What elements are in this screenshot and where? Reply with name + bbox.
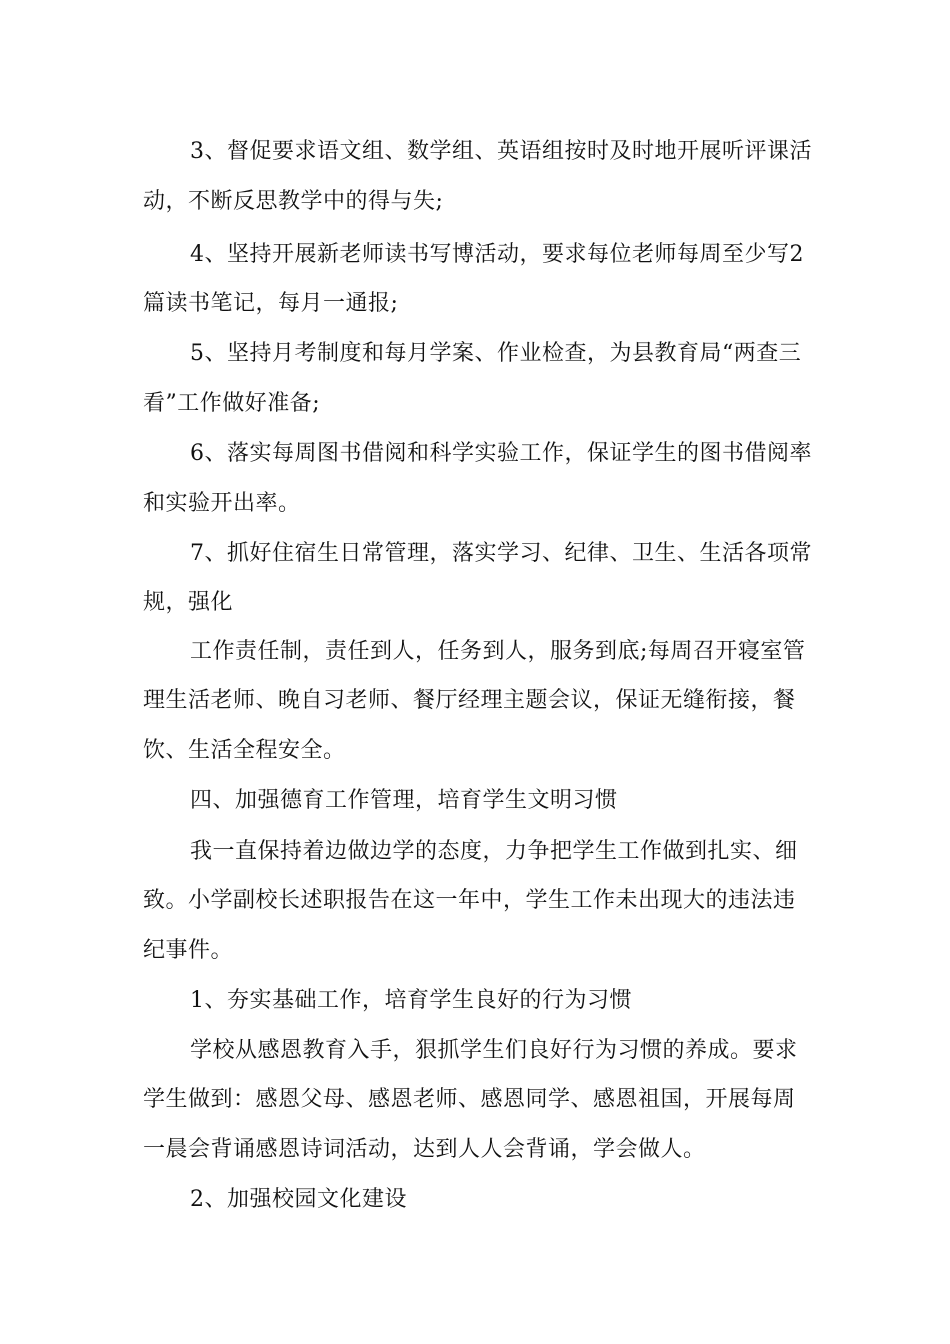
subsection-heading: 1、夯实基础工作，培育学生良好的行为习惯 — [190, 988, 632, 1013]
text-line: 纪事件。 — [143, 938, 234, 963]
text-line: 7、抓好住宿生日常管理，落实学习、纪律、卫生、生活各项常 — [190, 541, 812, 566]
text-line: 饮、生活全程安全。 — [143, 738, 346, 763]
text-line: 动，不断反思教学中的得与失; — [143, 189, 444, 214]
text-line: 5、坚持月考制度和每月学案、作业检查，为县教育局“两查三 — [190, 341, 802, 366]
text-line: 理生活老师、晚自习老师、餐厅经理主题会议，保证无缝衔接，餐 — [143, 688, 796, 713]
text-line: 致。小学副校长述职报告在这一年中，学生工作未出现大的违法违 — [143, 888, 796, 913]
text-line: 篇读书笔记，每月一通报; — [143, 291, 399, 316]
text-line: 工作责任制，责任到人，任务到人，服务到底;每周召开寝室管 — [190, 639, 806, 664]
text-line: 和实验开出率。 — [143, 491, 301, 516]
text-line: 学生做到：感恩父母、感恩老师、感恩同学、感恩祖国，开展每周 — [143, 1087, 796, 1112]
text-line: 我一直保持着边做边学的态度，力争把学生工作做到扎实、细 — [190, 839, 798, 864]
text-line: 规，强化 — [143, 590, 234, 615]
subsection-heading: 2、加强校园文化建设 — [190, 1187, 407, 1212]
text-line: 3、督促要求语文组、数学组、英语组按时及时地开展听评课活 — [190, 139, 812, 164]
section-heading: 四、加强德育工作管理，培育学生文明习惯 — [190, 788, 618, 813]
text-line: 4、坚持开展新老师读书写博活动，要求每位老师每周至少写2 — [190, 242, 804, 267]
text-line: 看”工作做好准备; — [143, 391, 321, 416]
text-line: 学校从感恩教育入手，狠抓学生们良好行为习惯的养成。要求 — [190, 1038, 798, 1063]
text-line: 一晨会背诵感恩诗词活动，达到人人会背诵，学会做人。 — [143, 1137, 706, 1162]
text-line: 6、落实每周图书借阅和科学实验工作，保证学生的图书借阅率 — [190, 441, 812, 466]
